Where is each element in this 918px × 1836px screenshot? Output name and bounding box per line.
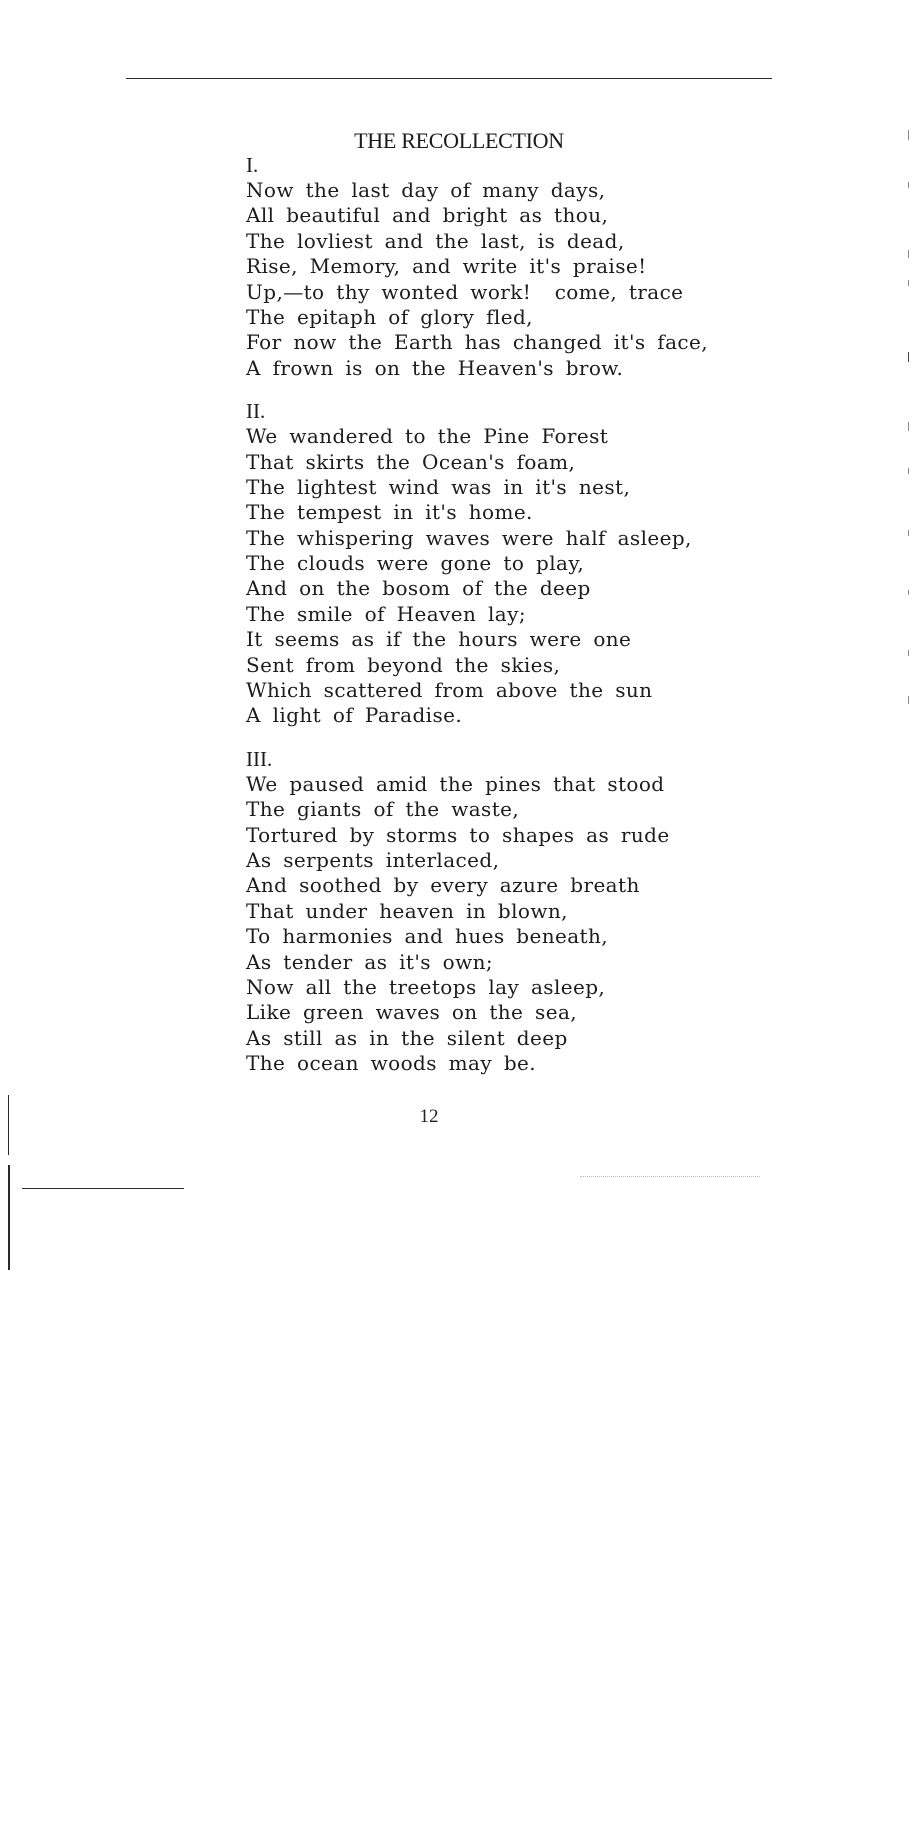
poem-line: Now all the treetops lay asleep, [246,974,606,999]
stanza-number: I. [246,153,259,177]
poem-line: Which scattered from above the sun [246,678,653,703]
poem-line: As serpents interlaced, [246,847,500,872]
poem-line: It seems as if the hours were one [246,627,632,652]
poem-title: THE RECOLLECTION [354,128,564,153]
poem-line: As still as in the silent deep [246,1025,568,1050]
stanza-number: III. [246,746,273,771]
poem-line: A frown is on the Heaven's brow. [246,355,624,380]
poem-line: As tender as it's own; [246,949,494,974]
poem-line: Up,—to thy wonted work! come, trace [246,279,684,304]
poem-line: The lightest wind was in it's nest, [246,474,631,499]
poem-line: The giants of the waste, [246,797,520,822]
poem-line: Sent from beyond the skies, [246,652,561,677]
poem-line: The clouds were gone to play, [246,551,585,576]
poem-line: Tortured by storms to shapes as rude [246,822,670,847]
poem-line: For now the Earth has changed it's face, [246,330,708,355]
poem-line: That under heaven in blown, [246,898,568,923]
stanza-2 [246,398,806,729]
faint-dotted-rule [580,1176,760,1177]
poem-line: The epitaph of glory fled, [246,304,533,329]
margin-specks [908,130,916,730]
poem-line: Rise, Memory, and write it's praise! [246,254,647,279]
bottom-rule [22,1188,184,1189]
stanza-3 [246,746,806,1077]
poem-line: The ocean woods may be. [246,1051,537,1076]
poem-line: That skirts the Ocean's foam, [246,449,576,474]
margin-bar [8,1095,9,1155]
poem-line: We paused amid the pines that stood [246,771,665,796]
margin-bar [8,1165,10,1270]
poem-line: The tempest in it's home. [246,500,533,525]
poem-line: The lovliest and the last, is dead, [246,228,625,253]
stanza-number: II. [246,399,266,424]
page-number: 12 [419,1106,439,1127]
poem-line: Now the last day of many days, [246,178,606,202]
poem-line: We wandered to the Pine Forest [246,424,609,449]
poem-line: And soothed by every azure breath [246,873,640,898]
poem-line: The smile of Heaven lay; [246,601,526,626]
poem-line: Like green waves on the sea, [246,1000,578,1025]
poem-line: All beautiful and bright as thou, [246,203,609,228]
stanza-1 [246,152,806,381]
poem-line: The whispering waves were half asleep, [246,525,692,550]
top-rule [126,78,772,79]
poem-line: And on the bosom of the deep [246,576,591,601]
poem-line: To harmonies and hues beneath, [246,924,609,949]
poem-line: A light of Paradise. [246,703,463,728]
poem-body [246,152,806,1094]
